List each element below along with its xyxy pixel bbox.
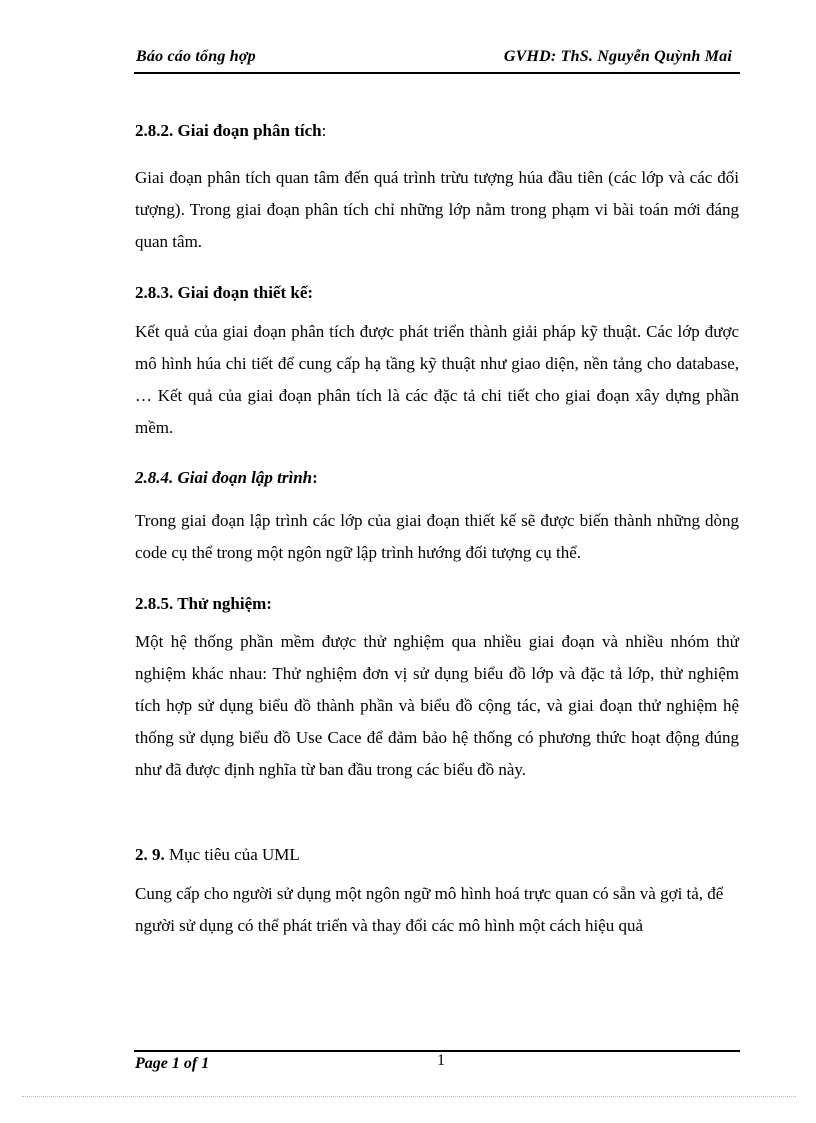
paragraph-text: Giai đoạn phân tích quan tâm đến quá trình trừu tượng húa đầu tiên (các lớp và các đối tượng). Trong giai đoạn phân tích chỉ những lớp nằm trong phạm vi bài toán mới đáng quan tâm.	[135, 168, 739, 251]
header-supervisor: GVHD: ThS. Nguyễn Quỳnh Mai	[503, 48, 732, 65]
section-2-8-5	[135, 587, 739, 621]
footer-page-label: Page 1 of 1	[135, 1055, 210, 1072]
section-2-8-3	[135, 276, 739, 310]
page-header	[134, 48, 740, 74]
section-paragraph	[135, 626, 739, 786]
header-title: Báo cáo tổng hợp	[136, 48, 256, 65]
section-2-9	[135, 838, 739, 872]
section-paragraph	[135, 316, 739, 444]
paragraph-text: Cung cấp cho người sử dụng một ngôn ngữ mô hình hoá trực quan có sẵn và gợi tả, để người sử dụng có thể phát triển và thay đổi các mô hình một cách hiệu quả	[135, 884, 724, 935]
footer-page-number: 1	[437, 1052, 445, 1069]
paragraph-text: Kết quả của giai đoạn phân tích được phát triển thành giải pháp kỹ thuật. Các lớp được mô hình húa chi tiết để cung cấp hạ tầng kỹ thuật như giao diện, nền tảng cho database, … Kết quả của giai đoạn phân tích là các đặc tả chi tiết cho giai đoạn xây dựng phần mềm.	[135, 322, 739, 437]
section-heading: 2.8.3. Giai đoạn thiết kế:	[135, 283, 314, 302]
section-paragraph	[135, 878, 725, 942]
page-bottom-divider	[22, 1096, 796, 1097]
paragraph-text: Trong giai đoạn lập trình các lớp của giai đoạn thiết kế sẽ được biến thành những dòng code cụ thể trong một ngôn ngữ lập trình hướng đối tượng cụ thể.	[135, 511, 739, 562]
paragraph-text: Một hệ thống phần mềm được thử nghiệm qua nhiều giai đoạn và nhiều nhóm thử nghiệm khác nhau: Thử nghiệm đơn vị sử dụng biểu đồ lớp và đặc tả lớp, thử nghiệm tích hợp sử dụng biểu đồ thành phần và biểu đồ cộng tác, và giai đoạn thử nghiệm hệ thống sử dụng biểu đồ Use Cace để đảm bảo hệ thống có phương thức hoạt động đúng như đã được định nghĩa từ ban đầu trong các biểu đồ này.	[135, 632, 739, 779]
section-2-8-4	[135, 461, 739, 495]
section-2-8-2	[135, 114, 739, 148]
section-heading: 2.8.5. Thử nghiệm:	[135, 594, 272, 613]
section-paragraph	[135, 505, 739, 569]
section-heading: 2.8.2. Giai đoạn phân tích:	[135, 121, 327, 140]
section-heading: 2. 9. Mục tiêu của UML	[135, 845, 300, 864]
section-heading: 2.8.4. Giai đoạn lập trình:	[135, 468, 318, 487]
section-paragraph	[135, 162, 739, 258]
